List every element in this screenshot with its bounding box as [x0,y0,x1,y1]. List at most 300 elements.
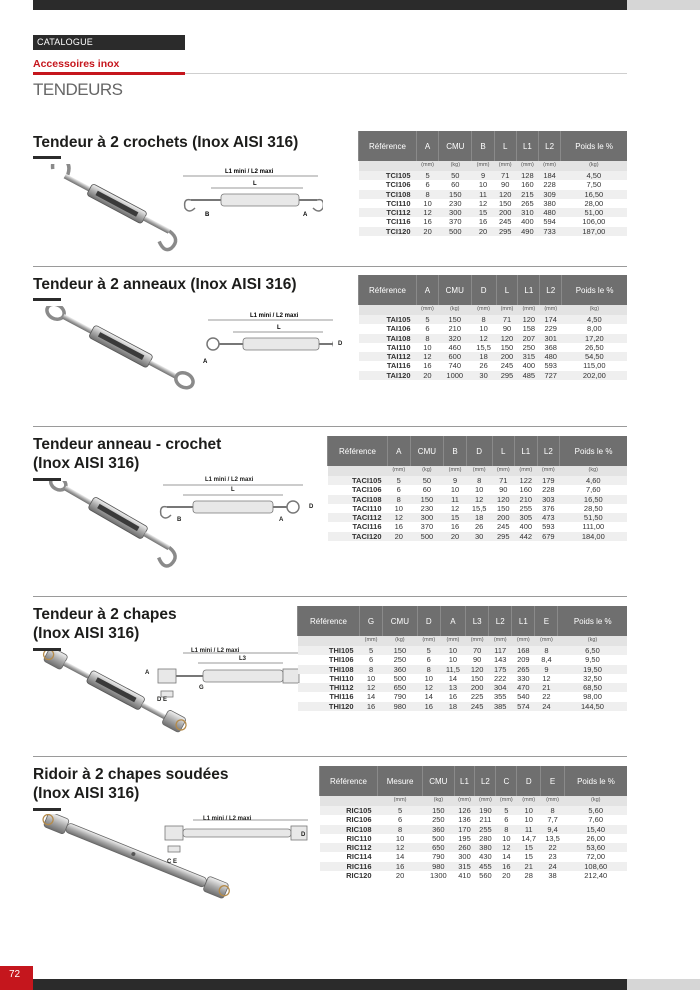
table-cell: 71 [496,315,518,324]
table-cell: 14 [448,673,458,683]
table-cell: 98,00 [583,692,602,702]
reference-cell: TAI108 [359,334,417,343]
spec-table [297,606,627,711]
column-header: Référence [298,606,360,636]
table-cell: 51,50 [560,513,627,522]
table-cell: 11 [444,495,467,504]
table-cell: 26,50 [584,342,604,352]
table-cell [320,796,378,806]
table-cell: 16 [394,522,403,532]
table-cell: 250 [432,815,445,825]
table-header-row [359,131,628,161]
table-cell: 245 [466,702,489,711]
table-cell: 111,00 [582,522,605,532]
dimension-drawing [158,653,299,697]
column-header: CMU [383,606,418,636]
column-header: A [417,131,439,161]
column-header: L2 [537,436,560,466]
table-row [328,495,628,504]
table-cell: 160 [519,485,533,495]
table-cell: 8 [535,646,558,655]
reference-cell: TACI108 [328,495,388,504]
table-cell: 229 [544,324,557,334]
table-cell: 195 [458,833,471,843]
reference-cell: RIC110 [346,833,372,843]
reference-cell: TAI112 [359,352,417,361]
table-row [320,825,628,834]
table-cell: 9 [535,665,558,674]
reference-cell: TAI106 [386,324,411,334]
table-cell: 400 [521,217,534,227]
table-row [320,815,628,824]
table-cell: 9 [472,171,494,180]
units-row [359,161,628,171]
table-cell: 15 [517,843,541,852]
table-cell: 207 [518,334,540,343]
table-row [320,852,628,861]
reference-cell: TCI120 [359,227,417,236]
table-cell: (kg) [561,161,627,171]
column-header: Mesure [378,766,423,796]
reference-cell: TCI105 [359,171,417,180]
table-cell: 442 [515,532,538,541]
dim-label-a: A [145,670,150,676]
table-cell: (mm) [517,796,541,806]
table-cell: 460 [448,342,462,352]
dim-label-l: L [231,487,235,493]
table-cell: 228 [542,485,555,495]
section-divider [33,756,627,757]
table-cell: 143 [493,655,507,665]
table-cell: 303 [537,495,560,504]
table-cell: (mm) [378,796,423,806]
table-cell: 160 [521,180,534,190]
table-cell: 12 [496,843,517,852]
table-cell: 20 [472,227,494,236]
table-cell: 12 [471,334,496,343]
table-header-row [359,275,628,305]
reference-cell: RIC114 [346,852,372,862]
table-cell: 650 [423,843,454,852]
dim-label-d: D [301,832,306,838]
reference-cell: TCI106 [385,180,411,190]
section-taci [33,426,627,586]
table-cell: 250 [522,342,536,352]
table-cell: 200 [496,352,518,361]
table-cell: 150 [470,673,484,683]
table-cell: 230 [420,503,434,513]
table-cell: 309 [539,190,561,199]
column-header: L [496,275,518,305]
table-cell: 300 [439,208,472,217]
table-row [320,871,628,880]
table-cell: 304 [489,683,512,692]
table-cell: 8 [466,476,492,485]
table-cell: (mm) [472,161,494,171]
table-cell: 16 [378,862,423,871]
table-cell: 574 [512,702,535,711]
table-row [298,702,628,711]
table-cell: 430 [479,852,492,862]
bottom-bar [33,979,627,990]
table-cell: 245 [498,217,512,227]
table-cell: 8 [378,825,423,834]
dim-label-b: B [205,212,210,218]
section-title-line2: (Inox AISI 316) [33,625,140,642]
table-cell: 200 [494,208,516,217]
column-header: G [360,606,383,636]
column-header: L1 [515,436,538,466]
table-cell [328,466,388,476]
table-row [320,862,628,871]
section-title [33,765,229,803]
table-cell: 368 [544,342,557,352]
column-header: CMU [439,131,472,161]
table-cell: 7,60 [588,815,604,825]
table-row [298,674,628,683]
turnbuckle-eye-hook-illustration [33,481,333,581]
table-row [320,834,628,843]
table-cell: 355 [493,692,507,702]
table-cell: 6,50 [558,646,627,655]
units-row [359,305,628,315]
table-cell: 187,00 [561,227,627,236]
table-header-row [328,436,628,466]
dim-label-l1-l2: L1 mini / L2 maxi [203,816,252,822]
table-cell: 209 [517,655,530,665]
column-header: A [440,606,465,636]
table-cell: 5 [417,171,439,180]
table-cell: 71 [494,171,516,180]
table-cell: 980 [383,702,418,711]
table-cell: 400 [522,361,536,371]
table-cell: (mm) [417,161,439,171]
table-row [298,655,628,664]
table-row [359,180,628,189]
turnbuckle-photo [40,814,231,900]
section-underline [33,808,61,811]
reference-cell: TCI108 [359,190,417,199]
spec-table [358,131,627,236]
table-cell: 120 [518,315,540,324]
table-cell: 60 [451,180,460,190]
reference-cell: THI106 [328,655,354,665]
section-title-line1: Tendeur anneau - crochet [33,436,222,453]
table-cell: 174 [540,315,562,324]
table-cell: 51,00 [561,208,627,217]
section-title-line2: (Inox AISI 316) [33,785,140,802]
table-cell: 540 [517,692,530,702]
reference-cell: RIC105 [320,806,378,815]
table-cell: 790 [393,692,407,702]
section-title-line2: (Inox AISI 316) [33,455,140,472]
table-row [359,324,628,333]
table-row [359,199,628,208]
table-cell: 410 [458,871,471,881]
table-cell: 120 [496,334,518,343]
reference-cell: TAI105 [359,315,417,324]
table-cell: 6 [426,655,431,665]
table-cell: 128 [516,171,538,180]
table-cell: 144,50 [558,702,627,711]
table-cell: 90 [472,655,482,665]
dim-label-b: B [177,517,182,523]
section-title-line1: Ridoir à 2 chapes soudées [33,766,229,783]
table-cell: 15 [472,208,494,217]
column-header: C [496,766,517,796]
table-cell: 255 [519,503,533,513]
table-cell: 10 [423,198,432,208]
table-cell: 320 [438,334,471,343]
table-cell: 5 [417,646,440,655]
table-cell: 212,40 [584,871,608,881]
table-cell: 740 [448,361,462,371]
dim-label-d: D [338,341,343,347]
bottom-bar-accent [627,979,700,990]
table-cell: (kg) [439,161,472,171]
column-header: L2 [475,766,496,796]
table-header-row [298,606,628,636]
column-header: Référence [359,131,417,161]
column-header: L2 [540,275,562,305]
table-cell: 15 [524,852,533,862]
section-title [33,605,177,643]
table-cell: 202,00 [562,371,627,380]
table-cell: 9 [444,476,467,485]
table-cell: 980 [423,862,454,871]
table-cell: 600 [438,352,471,361]
table-cell: 136 [458,815,471,825]
table-cell: 650 [383,683,418,692]
table-cell: 28,50 [583,503,603,513]
table-cell: (mm) [360,636,383,646]
table-cell: 300 [458,852,471,862]
section-ric [33,756,627,906]
table-row [359,371,628,380]
table-cell: (mm) [492,466,515,476]
column-header: B [472,131,494,161]
table-cell: 10 [524,815,533,825]
table-cell: 26 [479,361,488,371]
table-cell: 301 [540,334,562,343]
table-cell: 6 [425,180,430,190]
table-cell: 10 [440,646,465,655]
table-cell: 150 [423,806,454,815]
table-row [359,227,628,236]
table-cell: 12 [378,843,423,852]
table-cell: (mm) [535,636,558,646]
table-cell: 7,7 [547,815,558,825]
table-cell: 265 [512,665,535,674]
table-cell: 300 [410,513,444,522]
table-cell: 380 [475,843,496,852]
table-cell: 120 [466,665,489,674]
column-header: L3 [466,606,489,636]
table-cell: 18 [440,702,465,711]
table-cell: 17,20 [562,334,627,343]
table-cell: 14 [395,852,405,862]
dim-label-l: L [277,325,281,331]
table-cell: 10 [366,673,376,683]
table-cell: 500 [410,532,444,541]
table-cell: 7,50 [586,180,602,190]
table-cell: 1000 [438,371,471,380]
table-cell: 455 [475,862,496,871]
table-cell: (mm) [516,161,538,171]
table-cell: 790 [432,852,445,862]
table-row [298,683,628,692]
column-header: L1 [518,275,540,305]
table-cell: 32,50 [583,673,602,683]
table-cell: 16 [417,702,440,711]
table-cell: (mm) [388,466,411,476]
table-cell: 200 [466,683,489,692]
table-cell: 18 [471,352,496,361]
table-cell: 9,50 [585,655,600,665]
section-divider [33,426,627,427]
table-cell: (kg) [564,796,627,806]
table-row [328,504,628,513]
column-header: Référence [320,766,378,796]
table-cell: 150 [438,315,471,324]
table-cell: 19,50 [558,665,627,674]
table-cell: 18 [466,513,492,522]
table-cell: 211 [479,815,492,825]
table-cell: 22 [542,692,551,702]
table-cell: 10 [517,806,541,815]
table-cell: (mm) [494,161,516,171]
table-cell: 10 [478,180,488,190]
table-header-row [320,766,628,796]
page-number: 72 [0,966,33,990]
table-cell: 295 [492,532,515,541]
table-cell: 16 [423,361,432,371]
dimension-drawing [165,820,308,852]
table-cell: (mm) [444,466,467,476]
table-cell: 14 [366,692,376,702]
reference-cell: THI120 [298,702,360,711]
table-cell: 4,60 [560,476,627,485]
column-header: CMU [423,766,454,796]
reference-cell: TACI110 [352,503,382,513]
section-tci [33,124,627,244]
catalogue-label: CATALOGUE [33,35,185,50]
table-cell: 13 [440,683,465,692]
table-cell: 5 [388,476,411,485]
table-cell: 480 [540,352,562,361]
table-cell: (mm) [537,466,560,476]
table-cell: 260 [454,843,475,852]
table-cell: 473 [537,513,560,522]
table-cell: 26 [474,522,484,532]
table-cell: 8 [360,665,383,674]
table-cell: 4,50 [562,315,627,324]
dim-label-l1-l2: L1 mini / L2 maxi [250,313,299,319]
table-cell: 168 [512,646,535,655]
table-cell: 4,50 [561,171,627,180]
column-header: D [517,766,541,796]
table-cell: 115,00 [583,361,606,371]
table-cell: 68,50 [558,683,627,692]
dim-label-l: L [253,181,257,187]
dim-label-a: A [279,517,284,523]
table-row [328,476,628,485]
table-cell: 120 [492,495,515,504]
top-bar-accent [627,0,700,10]
table-cell: 280 [479,833,492,843]
reference-cell: THI116 [329,692,354,702]
table-cell: 10 [394,503,403,513]
column-header: E [541,766,565,796]
table-cell: 90 [502,324,512,334]
table-cell: 150 [439,190,472,199]
top-bar [33,0,627,10]
table-cell: 8 [471,315,496,324]
units-row [320,796,628,806]
turnbuckle-photo [42,481,182,568]
table-cell: 20 [444,532,467,541]
table-cell: 60 [422,485,432,495]
dim-label-l3: L3 [239,656,247,662]
table-row [359,208,628,217]
table-row [359,334,628,343]
section-title: Tendeur à 2 crochets (Inox AISI 316) [33,134,299,151]
dim-label-a: A [203,359,208,365]
table-cell: 5 [378,806,423,815]
table-row [359,190,628,199]
section-title: Tendeur à 2 anneaux (Inox AISI 316) [33,276,297,293]
table-cell: 10 [448,655,458,665]
table-row [328,522,628,531]
table-cell: 16 [360,702,383,711]
table-cell: 16 [448,692,458,702]
table-cell: 6 [396,485,401,495]
table-cell: 20 [502,871,511,881]
table-cell: 8 [417,190,439,199]
table-cell: 120 [494,190,516,199]
table-cell: 26,00 [586,833,606,843]
table-cell: 20 [417,371,439,380]
column-header: E [535,606,558,636]
table-row [328,532,628,541]
table-cell: 10 [502,833,511,843]
table-cell: 190 [475,806,496,815]
table-cell: (mm) [515,466,538,476]
dim-label-a: A [303,212,308,218]
table-cell: 245 [497,522,510,532]
table-cell: 184 [539,171,561,180]
spec-table [319,766,627,880]
table-cell: (mm) [454,796,475,806]
table-cell: 108,60 [564,862,627,871]
table-cell: (mm) [512,636,535,646]
table-cell: 8,00 [587,324,602,334]
table-cell: 150 [498,198,512,208]
table-cell: 9,4 [541,825,565,834]
table-cell: 14 [424,692,433,702]
table-cell: 594 [543,217,556,227]
table-cell: (mm) [417,636,440,646]
table-cell: 210 [515,495,538,504]
table-cell: 20 [395,871,405,881]
column-header: L1 [512,606,535,636]
reference-cell: RIC112 [320,843,378,852]
column-header: A [417,275,439,305]
table-cell: 10 [450,485,460,495]
table-cell: 11 [517,825,541,834]
table-cell: 245 [500,361,514,371]
table-cell: 16 [478,217,488,227]
